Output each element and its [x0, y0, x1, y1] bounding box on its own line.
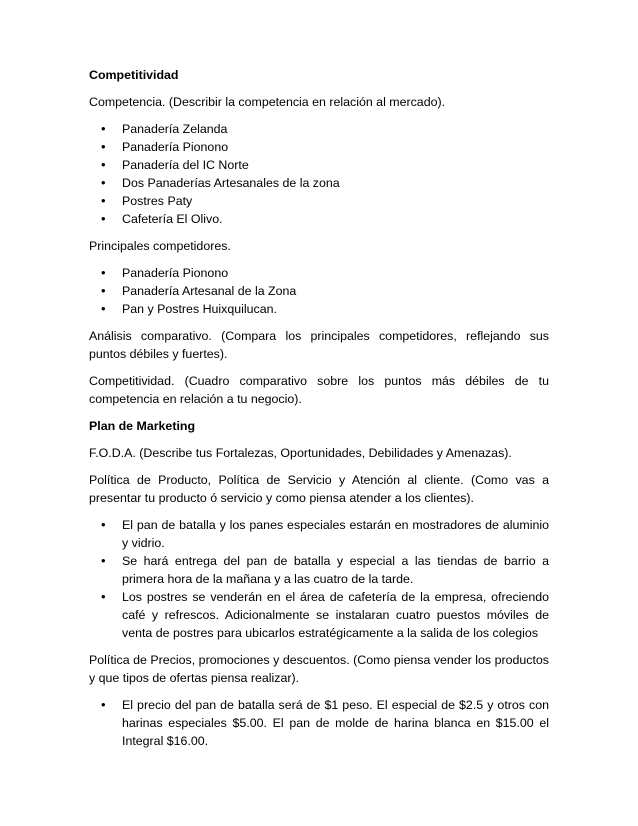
principales-list: [89, 264, 549, 318]
list-item: • Panadería Artesanal de la Zona: [89, 282, 549, 300]
list-item: • Panadería del IC Norte: [89, 156, 549, 174]
list-item: • Panadería Pionono: [89, 264, 549, 282]
list-item: • Pan y Postres Huixquilucan.: [89, 300, 549, 318]
list-item: • Panadería Zelanda: [89, 120, 549, 138]
list-item: • Los postres se venderán en el área de cafetería de la empresa, ofreciendo café y refrescos. Adicionalmente se instalaran cuatro puestos móviles de venta de postres para ubicarlos estratégicamente a la salida de los colegios: [89, 588, 549, 642]
competencia-list: [89, 120, 549, 228]
competitividad-paragraph: Competitividad. (Cuadro comparativo sobre los puntos más débiles de tu competencia en relación a tu negocio).: [89, 374, 549, 406]
competencia-intro: Competencia. (Describir la competencia en relación al mercado).: [89, 95, 446, 109]
foda-paragraph: F.O.D.A. (Describe tus Fortalezas, Oportunidades, Debilidades y Amenazas).: [89, 446, 512, 460]
document-page: [89, 66, 549, 750]
list-item: • El precio del pan de batalla será de $1 peso. El especial de $2.5 y otros con harinas especiales $5.00. El pan de molde de harina blanca en $15.00 el Integral $16.00.: [89, 696, 549, 750]
precios-list: [89, 696, 549, 750]
list-item: • Se hará entrega del pan de batalla y especial a las tiendas de barrio a primera hora de la mañana y a las cuatro de la tarde.: [89, 552, 549, 588]
politica-producto-paragraph: Política de Producto, Política de Servicio y Atención al cliente. (Como vas a presentar tu producto ó servicio y como piensa atender a los clientes).: [89, 473, 549, 505]
analisis-paragraph: Análisis comparativo. (Compara los principales competidores, reflejando sus puntos débiles y fuertes).: [89, 329, 549, 361]
list-item: • Postres Paty: [89, 192, 549, 210]
producto-list: [89, 516, 549, 642]
section-heading-competitividad: Competitividad: [89, 68, 179, 82]
list-item: • Cafetería El Olivo.: [89, 210, 549, 228]
politica-precios-paragraph: Política de Precios, promociones y descuentos. (Como piensa vender los productos y que tipos de ofertas piensa realizar).: [89, 653, 549, 685]
list-item: • El pan de batalla y los panes especiales estarán en mostradores de aluminio y vidrio.: [89, 516, 549, 552]
principales-intro: Principales competidores.: [89, 239, 231, 253]
list-item: • Panadería Pionono: [89, 138, 549, 156]
list-item: • Dos Panaderías Artesanales de la zona: [89, 174, 549, 192]
section-heading-plan-marketing: Plan de Marketing: [89, 419, 196, 433]
